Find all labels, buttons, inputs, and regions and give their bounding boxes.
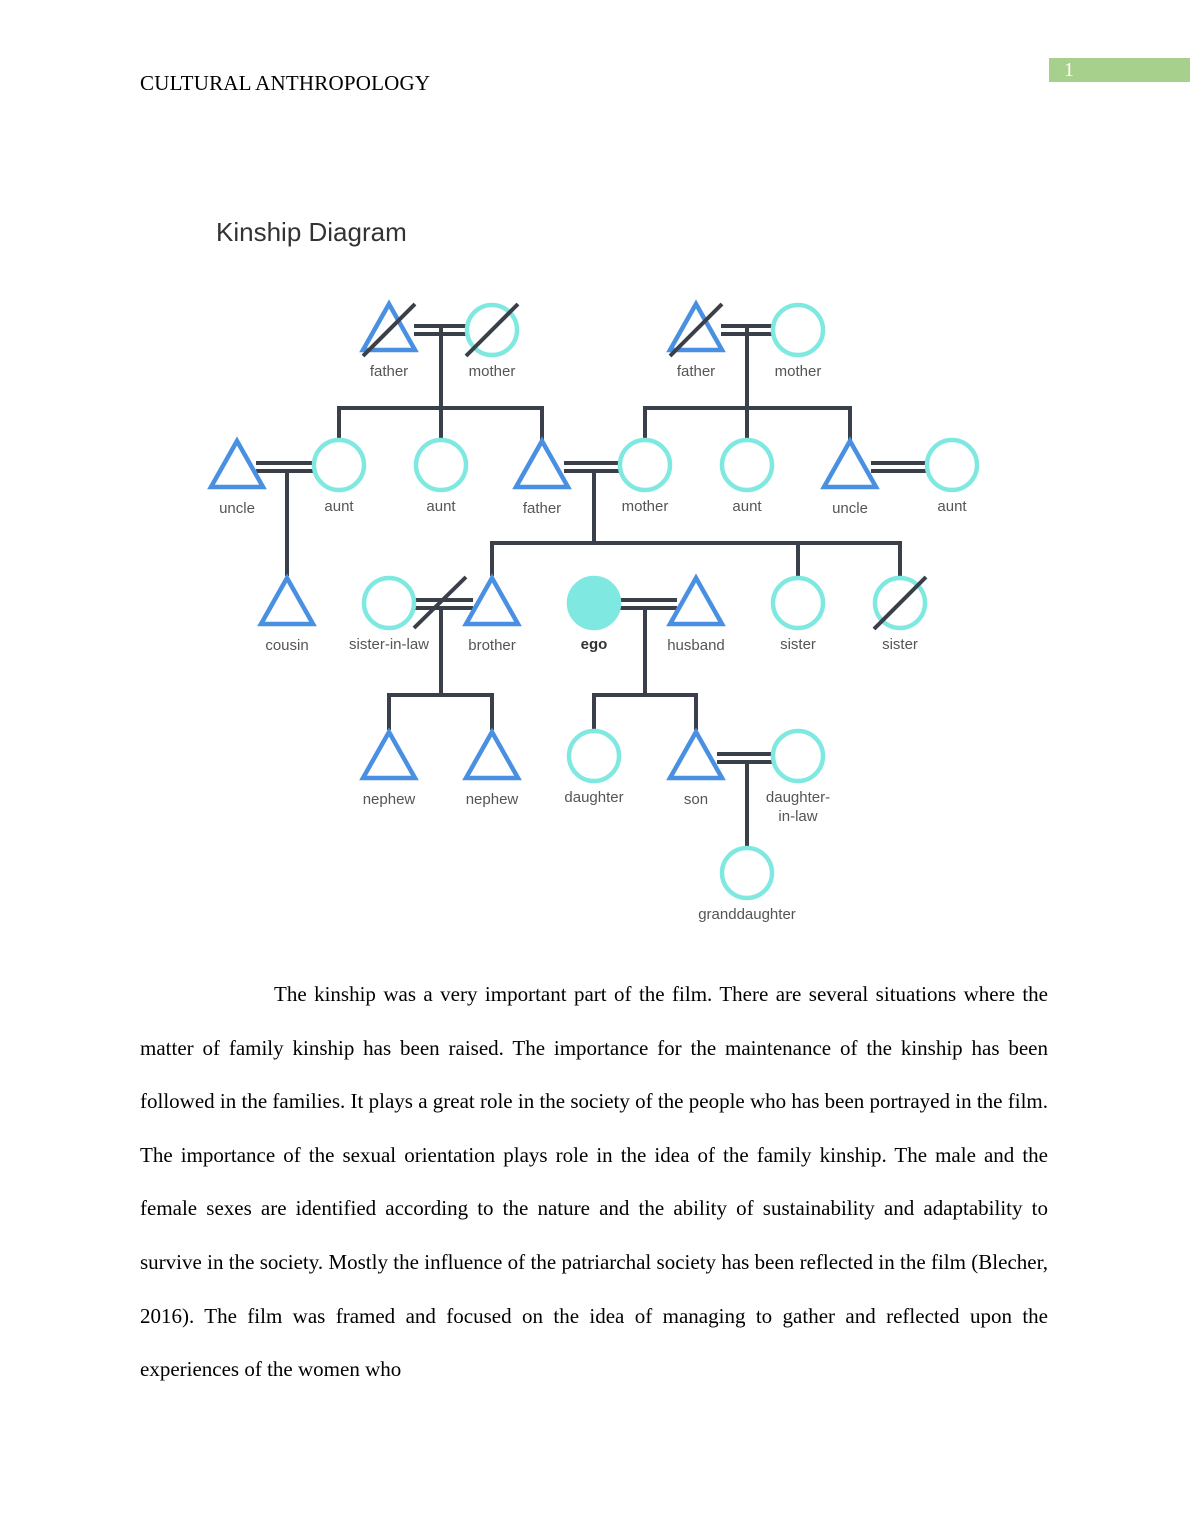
sibling-line [492,543,900,576]
female-circle-icon [722,440,772,490]
member-label: daughter [564,789,624,806]
member-label: father [676,363,716,380]
member-label: aunt [426,498,456,515]
member-label: uncle [219,500,255,517]
running-head: CULTURAL ANTHROPOLOGY [140,71,431,95]
female-circle-icon [314,440,364,490]
female-circle-icon [773,578,823,628]
female-circle-icon [927,440,977,490]
female-circle-icon [722,848,772,898]
male-triangle-icon [211,441,263,487]
diagram-title: Kinship Diagram [216,217,407,247]
member-label: father [522,500,562,517]
male-triangle-icon [466,732,518,778]
member-label: mother [621,498,669,515]
male-triangle-icon [516,441,568,487]
member-label: sister [882,636,918,653]
female-circle-icon [773,731,823,781]
family-member-symbols [211,304,977,898]
member-label: father [369,363,409,380]
member-label: cousin [265,637,309,654]
member-label: uncle [832,500,868,517]
member-label: aunt [937,498,967,515]
male-triangle-icon [670,732,722,778]
male-triangle-icon [824,441,876,487]
male-triangle-icon [670,578,722,624]
male-triangle-icon [466,578,518,624]
member-label: nephew [362,791,416,808]
member-label: sister-in-law [348,636,430,653]
member-label: aunt [732,498,762,515]
member-label: daughter- [765,789,831,806]
member-label: in-law [778,808,818,825]
kinship-diagram [190,200,1000,940]
member-label: ego [580,636,608,653]
female-circle-icon [416,440,466,490]
member-label: mother [468,363,516,380]
ego-filled-circle-icon [569,578,619,628]
member-label: aunt [324,498,354,515]
member-label: son [683,791,709,808]
sibling-line [594,695,696,730]
female-circle-icon [364,578,414,628]
member-label: sister [780,636,816,653]
member-label: granddaughter [698,906,796,923]
body-paragraph-text: The kinship was a very important part of the film. There are several situations where the matter of family kinship has been raised. The importance for the maintenance of the kinship has been followed in the families. It plays a great role in the society of the people who has been portrayed in the film. The importance of the sexual orientation plays role in the idea of the family kinship. The male and the female sexes are identified according to the nature and the ability of sustainability and adaptability to survive in the society. Mostly the influence of the patriarchal society has been reflected in the film (Blecher, 2016). The film was framed and focused on the idea of managing to gather and reflected upon the experiences of the women who [140,982,1048,1382]
member-label: brother [468,637,516,654]
page-number: 1 [1064,59,1074,81]
female-circle-icon [773,305,823,355]
member-label: husband [667,637,725,654]
male-triangle-icon [363,732,415,778]
male-triangle-icon [261,578,313,624]
female-circle-icon [569,731,619,781]
kinship-diagram-figure [190,200,1000,940]
female-circle-icon [620,440,670,490]
member-label: mother [774,363,822,380]
sibling-line [389,695,492,730]
body-paragraph [140,968,1048,1397]
member-label: nephew [465,791,519,808]
